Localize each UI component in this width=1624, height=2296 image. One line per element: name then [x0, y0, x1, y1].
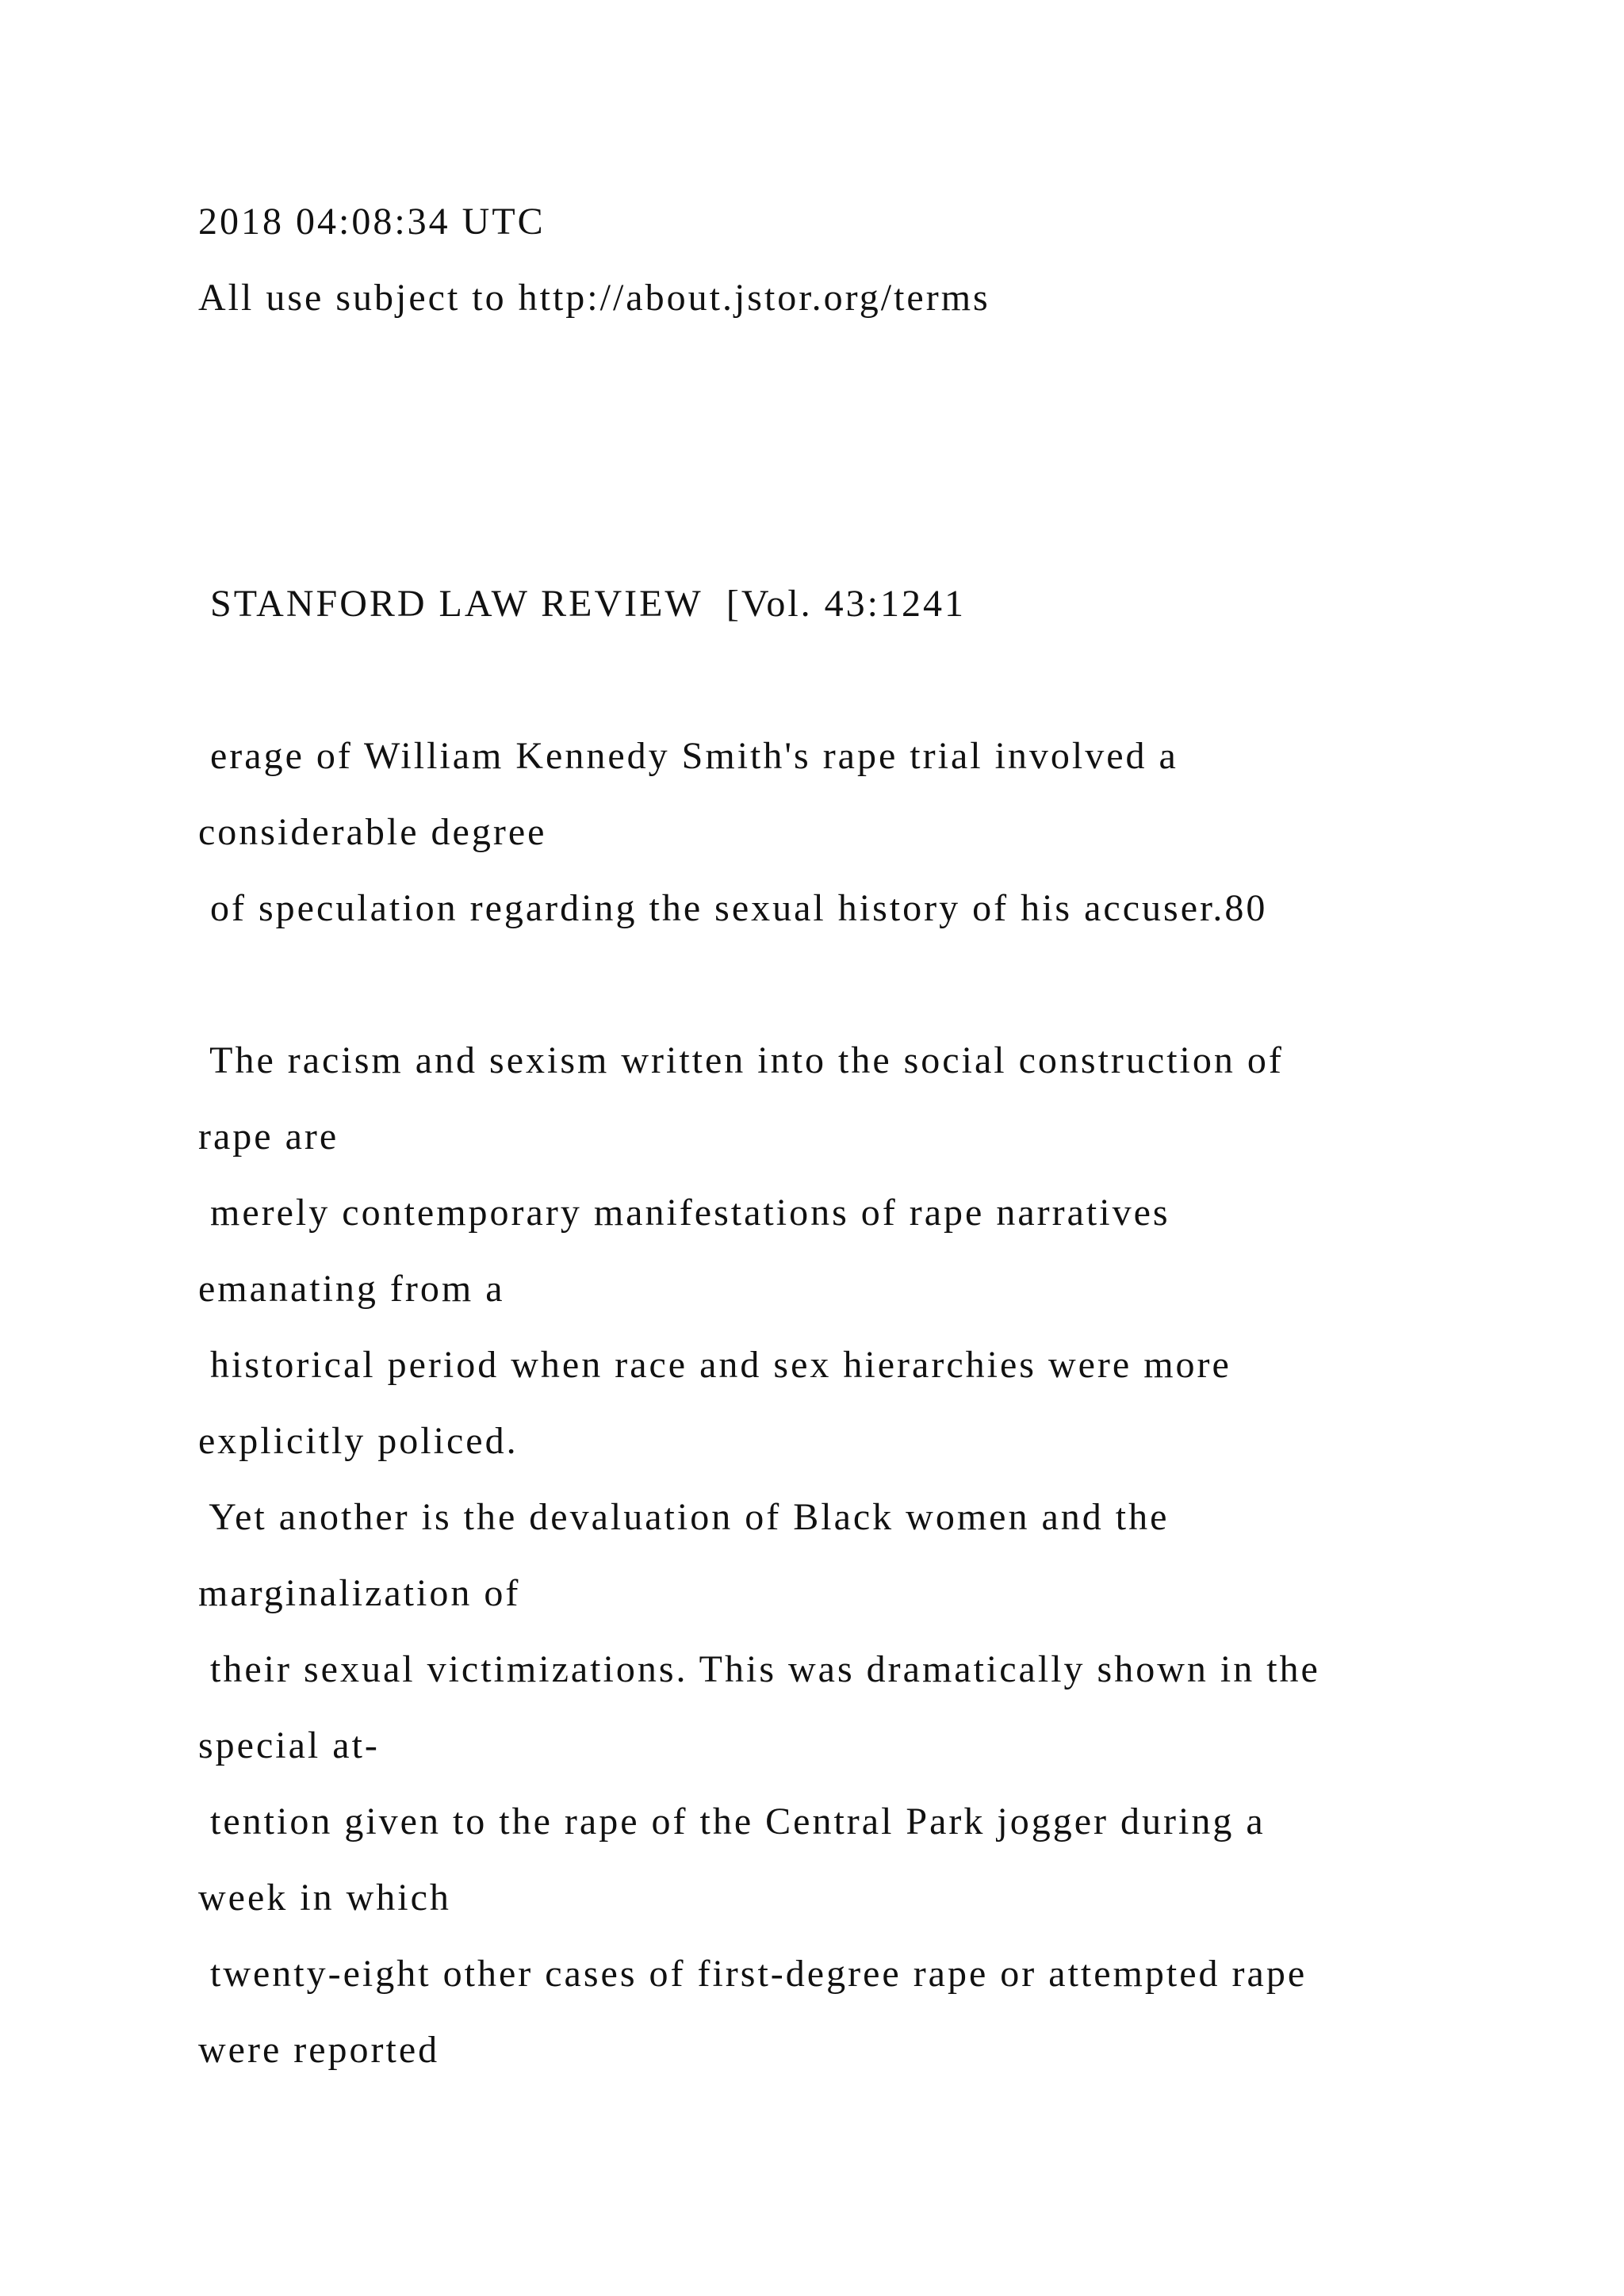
body-line: week in which — [198, 1877, 451, 1919]
body-line: special at- — [198, 1724, 380, 1766]
terms-line: All use subject to http://about.jstor.org/terms — [198, 277, 990, 319]
body-line: explicitly policed. — [198, 1420, 519, 1462]
body-line: tention given to the rape of the Central Park jogger during a — [198, 1800, 1266, 1843]
body-line: were reported — [198, 2029, 440, 2071]
body-line: marginalization of — [198, 1572, 521, 1614]
body-line: twenty-eight other cases of first-degree rape or attempted rape — [198, 1953, 1308, 1995]
body-line: of speculation regarding the sexual history of his accuser.80 — [198, 887, 1268, 929]
body-line: merely contemporary manifestations of rape narratives — [198, 1192, 1170, 1234]
body-line: considerable degree — [198, 811, 547, 853]
body-line: The racism and sexism written into the social construction of — [198, 1039, 1284, 1081]
body-line: erage of William Kennedy Smith's rape trial involved a — [198, 735, 1178, 777]
running-head: STANFORD LAW REVIEW [Vol. 43:1241 — [198, 583, 966, 625]
timestamp-line: 2018 04:08:34 UTC — [198, 201, 546, 243]
body-line: rape are — [198, 1115, 339, 1158]
body-line: Yet another is the devaluation of Black women and the — [198, 1496, 1170, 1538]
body-line: emanating from a — [198, 1268, 505, 1310]
body-line: their sexual victimizations. This was dramatically shown in the — [198, 1648, 1320, 1690]
body-line: historical period when race and sex hierarchies were more — [198, 1344, 1231, 1386]
